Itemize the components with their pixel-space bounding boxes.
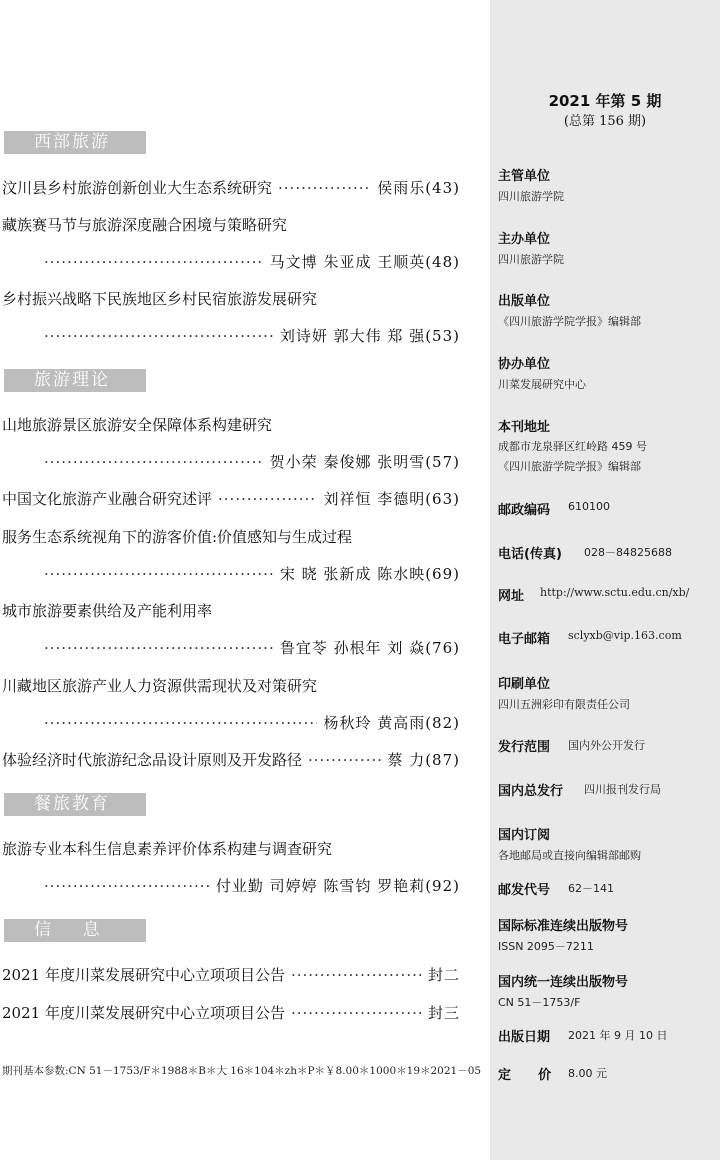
phone-label: 电话(传真): [498, 547, 562, 562]
pub-date-value: 2021 年 9 月 10 日: [568, 1029, 668, 1042]
website-label: 网址: [498, 589, 525, 604]
distributor-label: 国内总发行: [498, 784, 564, 799]
section-header-tourism-theory: 旅游理论: [4, 369, 146, 392]
article-authors: 马文博 朱亚成 王顺英(48): [269, 253, 460, 271]
co-organizer-value: 川菜发展研究中心: [498, 378, 586, 391]
leader-dots: [44, 452, 264, 472]
article-title[interactable]: 城市旅游要素供给及产能利用率: [2, 602, 213, 620]
website-link[interactable]: http://www.sctu.edu.cn/xb/: [540, 586, 690, 599]
email-link[interactable]: sclyxb@vip.163.com: [568, 629, 682, 642]
supervisor-label: 主管单位: [498, 169, 551, 184]
article-title: 2021 年度川菜发展研究中心立项项目公告: [2, 1004, 285, 1022]
article-title[interactable]: 川藏地区旅游产业人力资源供需现状及对策研究: [2, 677, 318, 695]
issn-value: ISSN 2095－7211: [498, 940, 594, 953]
leader-dots: [278, 178, 371, 198]
section-header-west-tourism: 西部旅游: [4, 131, 146, 154]
toc-entry[interactable]: [44, 713, 460, 733]
printer-value: 四川五洲彩印有限责任公司: [498, 698, 630, 711]
email-label: 电子邮箱: [498, 632, 551, 647]
article-title[interactable]: 乡村振兴战略下民族地区乡村民宿旅游发展研究: [2, 290, 318, 308]
article-title[interactable]: 服务生态系统视角下的游客价值:价值感知与生成过程: [2, 528, 353, 546]
price-label: 定 价: [498, 1068, 552, 1083]
subscription-label: 国内订阅: [498, 828, 551, 843]
issn-label: 国际标准连续出版物号: [498, 919, 629, 934]
printer-label: 印刷单位: [498, 677, 551, 692]
toc-entry[interactable]: [2, 489, 460, 509]
cn-value: CN 51－1753/F: [498, 996, 581, 1009]
journal-parameters: 期刊基本参数:CN 51－1753/F＊1988＊B＊大 16＊104＊zh＊P＊￥8.00＊1000＊19＊2021－05: [2, 1065, 482, 1077]
article-authors: 蔡 力(87): [387, 751, 460, 769]
toc-entry[interactable]: [2, 1003, 460, 1023]
article-title: 汶川县乡村旅游创新创业大生态系统研究: [2, 179, 273, 197]
article-title: 体验经济时代旅游纪念品设计原则及开发路径: [2, 751, 303, 769]
address-value-line2: 《四川旅游学院学报》编辑部: [498, 460, 641, 473]
section-header-hospitality-education: 餐旅教育: [4, 793, 146, 816]
postcode-label: 邮政编码: [498, 503, 551, 518]
article-page: 封二: [427, 966, 460, 984]
article-page: 封三: [427, 1004, 460, 1022]
leader-dots: [44, 326, 274, 346]
price-value: 8.00 元: [568, 1067, 607, 1080]
phone-value: 028－84825688: [584, 546, 672, 559]
scope-label: 发行范围: [498, 740, 551, 755]
toc-entry[interactable]: [2, 965, 460, 985]
article-title: 中国文化旅游产业融合研究述评: [2, 490, 213, 508]
leader-dots: [308, 750, 381, 770]
issue-title: 2021 年第 5 期: [548, 92, 662, 110]
postal-code-value: 62－141: [568, 882, 614, 895]
article-title[interactable]: 旅游专业本科生信息素养评价体系构建与调查研究: [2, 840, 333, 858]
leader-dots: [44, 564, 274, 584]
toc-entry[interactable]: [2, 750, 460, 770]
article-authors: 付业勤 司婷婷 陈雪钧 罗艳莉(92): [215, 877, 460, 895]
article-authors: 宋 晓 张新成 陈水映(69): [279, 565, 460, 583]
publisher-value: 《四川旅游学院学报》编辑部: [498, 315, 641, 328]
sponsor-label: 主办单位: [498, 232, 551, 247]
leader-dots: [218, 489, 317, 509]
scope-value: 国内外公开发行: [568, 739, 645, 752]
leader-dots: [44, 713, 317, 733]
subscription-value: 各地邮局或直接向编辑部邮购: [498, 849, 641, 862]
postal-code-label: 邮发代号: [498, 883, 551, 898]
toc-entry[interactable]: [44, 638, 460, 658]
sponsor-value: 四川旅游学院: [498, 253, 564, 266]
toc-entry[interactable]: [2, 178, 460, 198]
leader-dots: [291, 1003, 422, 1023]
leader-dots: [291, 965, 422, 985]
section-header-information: 信 息: [4, 919, 146, 942]
supervisor-value: 四川旅游学院: [498, 190, 564, 203]
article-authors: 侯雨乐(43): [377, 179, 460, 197]
leader-dots: [44, 252, 264, 272]
toc-entry[interactable]: [44, 326, 460, 346]
journal-info-sidebar: [490, 0, 720, 1160]
cn-label: 国内统一连续出版物号: [498, 975, 629, 990]
toc-entry[interactable]: [44, 252, 460, 272]
article-title[interactable]: 山地旅游景区旅游安全保障体系构建研究: [2, 416, 273, 434]
article-authors: 刘祥恒 李德明(63): [323, 490, 460, 508]
distributor-value: 四川报刊发行局: [584, 783, 661, 796]
article-title: 2021 年度川菜发展研究中心立项项目公告: [2, 966, 285, 984]
article-authors: 刘诗妍 郭大伟 郑 强(53): [279, 327, 460, 345]
publisher-label: 出版单位: [498, 294, 551, 309]
address-value-line1: 成都市龙泉驿区红岭路 459 号: [498, 440, 647, 453]
leader-dots: [44, 638, 274, 658]
article-authors: 鲁宜苓 孙根年 刘 焱(76): [279, 639, 460, 657]
toc-entry[interactable]: [44, 876, 460, 896]
article-authors: 杨秋玲 黄高雨(82): [323, 714, 460, 732]
toc-entry[interactable]: [44, 564, 460, 584]
toc-entry[interactable]: [44, 452, 460, 472]
postcode-value: 610100: [568, 500, 610, 513]
article-title[interactable]: 藏族赛马节与旅游深度融合困境与策略研究: [2, 216, 288, 234]
issue-total-number: (总第 156 期): [563, 114, 647, 129]
pub-date-label: 出版日期: [498, 1030, 551, 1045]
leader-dots: [44, 876, 210, 896]
article-authors: 贺小荣 秦俊娜 张明雪(57): [269, 453, 460, 471]
address-label: 本刊地址: [498, 420, 551, 435]
co-organizer-label: 协办单位: [498, 357, 551, 372]
